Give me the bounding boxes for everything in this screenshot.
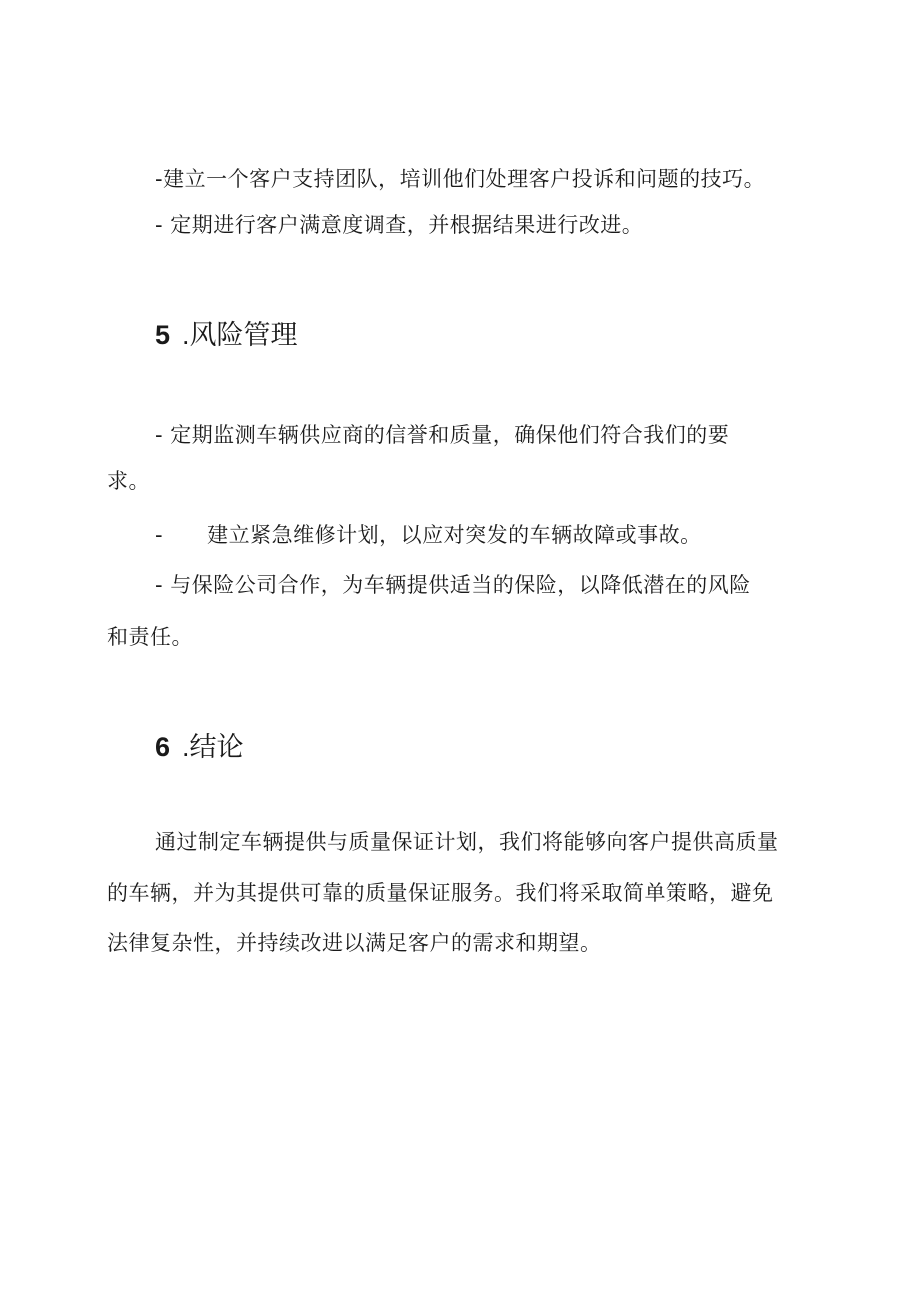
bullet-dash: -: [155, 523, 164, 547]
section-5-heading: [155, 318, 298, 352]
bullet-insurance-line-1: - 与保险公司合作，为车辆提供适当的保险，以降低潜在的风险: [155, 573, 751, 597]
section-6-number: 6: [155, 732, 171, 762]
section-6-heading: [155, 730, 244, 764]
conclusion-line-3: 法律复杂性，并持续改进以满足客户的需求和期望。: [107, 931, 602, 955]
section-5-number: 5: [155, 320, 171, 350]
bullet-emergency-repair-text: 建立紧急维修计划，以应对突发的车辆故障或事故。: [207, 523, 702, 547]
section-6-title: .结论: [182, 732, 244, 762]
bullet-supplier-monitoring-line-2: 求。: [107, 469, 150, 493]
section-5-title: .风险管理: [182, 320, 298, 350]
conclusion-line-1: 通过制定车辆提供与质量保证计划，我们将能够向客户提供高质量: [155, 830, 779, 854]
bullet-emergency-repair: [155, 521, 702, 549]
bullet-satisfaction-survey: - 定期进行客户满意度调查，并根据结果进行改进。: [155, 213, 644, 237]
bullet-customer-support-team: -建立一个客户支持团队，培训他们处理客户投诉和问题的技巧。: [155, 167, 766, 191]
conclusion-line-2: 的车辆，并为其提供可靠的质量保证服务。我们将采取简单策略，避免: [107, 881, 774, 905]
bullet-insurance-line-2: 和责任。: [107, 625, 193, 649]
bullet-supplier-monitoring-line-1: - 定期监测车辆供应商的信誉和质量，确保他们符合我们的要: [155, 423, 730, 447]
